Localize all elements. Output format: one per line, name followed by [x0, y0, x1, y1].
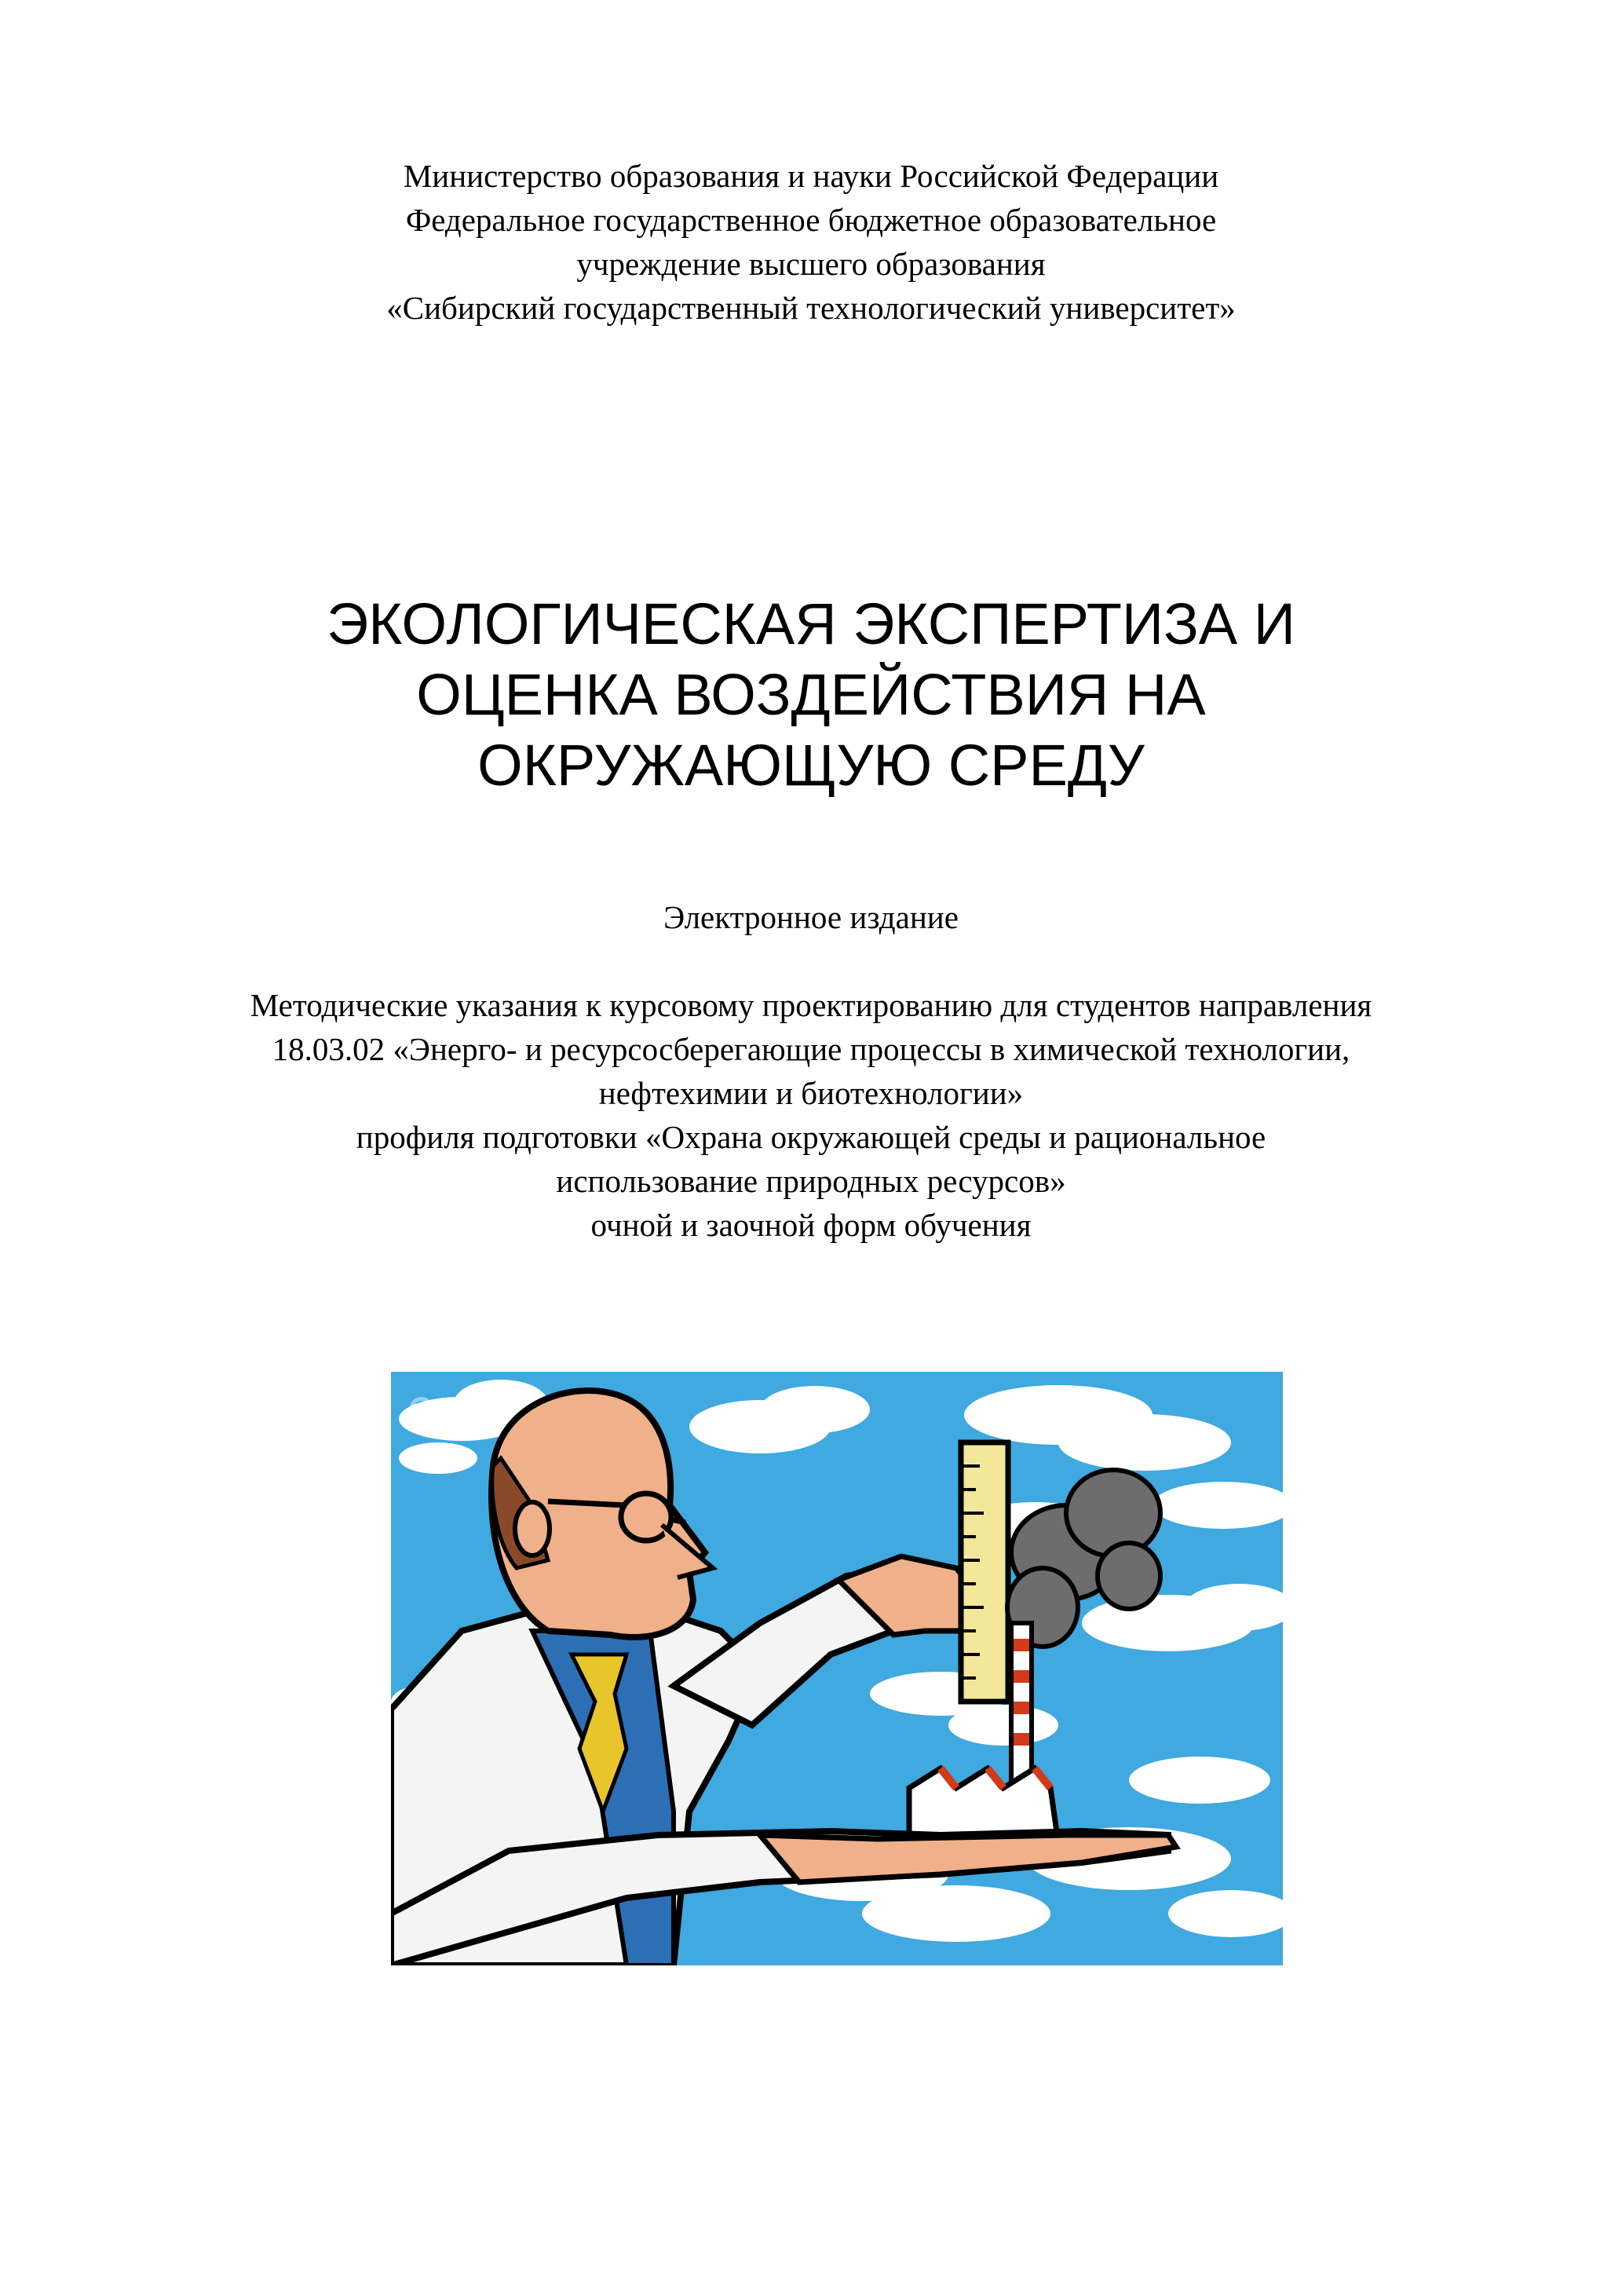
scientist-measuring-factory-illustration [391, 1372, 1283, 1965]
description-line-3: нефтехимии и биотехнологии» [598, 1075, 1024, 1111]
title-line-1: ЭКОЛОГИЧЕСКАЯ ЭКСПЕРТИЗА И [327, 591, 1295, 656]
description-line-2: 18.03.02 «Энерго- и ресурсосберегающие процессы в химической технологии, [272, 1031, 1350, 1067]
description-line-4: профиля подготовки «Охрана окружающей среды и рациональное [356, 1119, 1266, 1155]
ear [515, 1502, 550, 1556]
description-line-6: очной и заочной форм обучения [590, 1207, 1032, 1243]
cover-illustration [391, 1372, 1283, 1965]
title-line-3: ОКРУЖАЮЩУЮ СРЕДУ [477, 733, 1145, 798]
institution-type-line: Федеральное государственное бюджетное образовательное [405, 202, 1217, 238]
institution-header [236, 154, 1386, 330]
institution-level-line: учреждение высшего образования [576, 246, 1046, 282]
document-title [188, 589, 1434, 801]
ministry-line: Министерство образования и науки Российской Федерации [403, 158, 1219, 194]
ruler [961, 1442, 1008, 1702]
document-description [126, 983, 1496, 1247]
description-line-5: использование природных ресурсов» [556, 1163, 1066, 1199]
title-line-2: ОЦЕНКА ВОЗДЕЙСТВИЯ НА [416, 662, 1206, 727]
watermark-text: co [407, 1377, 465, 1439]
edition-label: Электронное издание [663, 899, 959, 935]
description-line-1: Методические указания к курсовому проектированию для студентов направления [250, 987, 1372, 1023]
university-name-line: «Сибирский государственный технологический университет» [386, 290, 1236, 326]
